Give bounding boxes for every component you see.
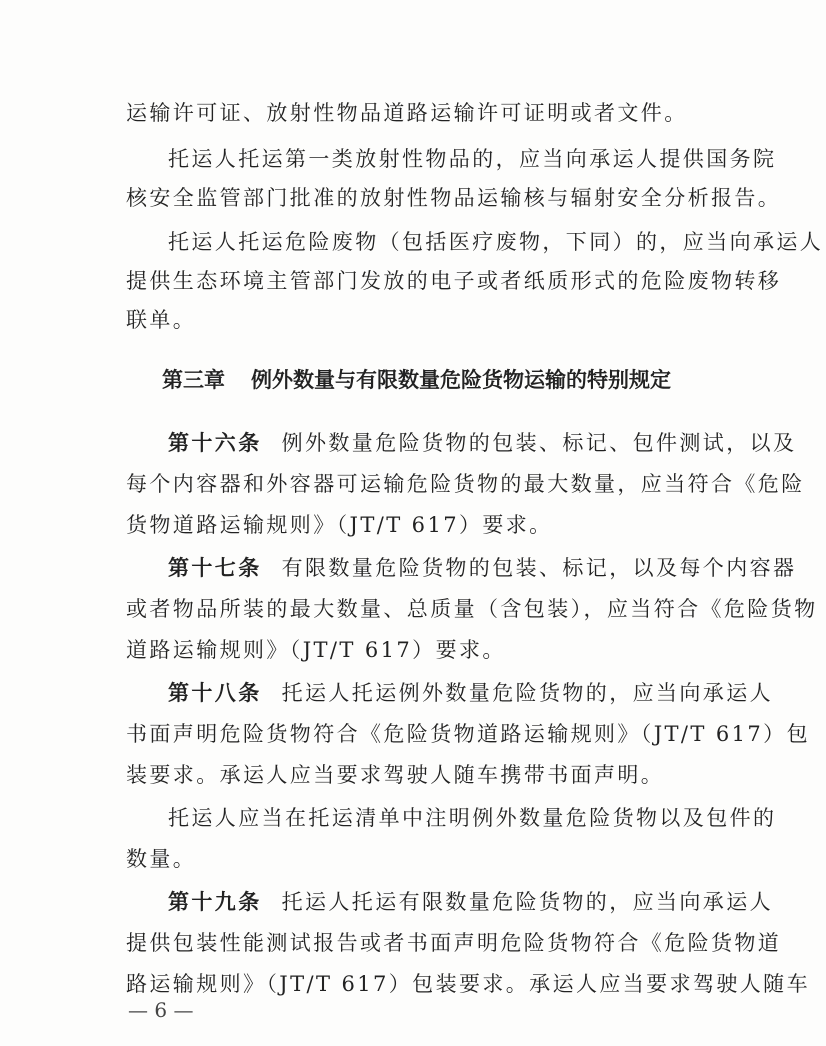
text-line: 每个内容器和外容器可运输危险货物的最大数量，应当符合《危险 [126,472,805,496]
chapter-heading [162,364,671,394]
chapter-title: 例外数量与有限数量危险货物运输的特别规定 [251,367,671,392]
article-17-first-line [168,552,796,582]
article-title: 第十六条 [168,430,262,455]
article-18-first-line [168,677,773,707]
text-line: 核安全监管部门批准的放射性物品运输核与辐射安全分析报告。 [126,186,782,210]
article-19-first-line [168,886,773,916]
chapter-number: 第三章 [162,367,225,392]
article-text: 例外数量危险货物的包装、标记、包件测试，以及 [281,431,797,455]
article-title: 第十八条 [168,680,262,705]
text-line: 托运人托运危险废物（包括医疗废物，下同）的，应当向承运人 [168,230,824,254]
text-line: 托运人托运第一类放射性物品的，应当向承运人提供国务院 [168,147,777,171]
text-line: 书面声明危险货物符合《危险货物道路运输规则》（JT/T 617）包 [126,722,810,746]
text-line: 运输许可证、放射性物品道路运输许可证明或者文件。 [126,101,688,125]
text-line: 联单。 [126,308,197,332]
text-line: 或者物品所装的最大数量、总质量（含包装），应当符合《危险货物 [126,597,818,621]
text-line: 路运输规则》（JT/T 617）包装要求。承运人应当要求驾驶人随车 [126,972,810,996]
article-text: 托运人托运有限数量危险货物的，应当向承运人 [281,890,774,914]
text-line: 道路运输规则》（JT/T 617）要求。 [126,638,506,662]
text-line: 提供包装性能测试报告或者书面声明危险货物符合《危险货物道 [126,931,782,955]
article-title: 第十九条 [168,889,262,914]
article-16-first-line [168,427,796,457]
text-line: 数量。 [126,847,197,871]
text-line: 装要求。承运人应当要求驾驶人随车携带书面声明。 [126,763,665,787]
text-line: 提供生态环境主管部门发放的电子或者纸质形式的危险废物转移 [126,269,782,293]
text-line: 货物道路运输规则》（JT/T 617）要求。 [126,513,553,537]
page-number: — 6 — [128,998,194,1022]
article-text: 有限数量危险货物的包装、标记，以及每个内容器 [281,556,797,580]
article-text: 托运人托运例外数量危险货物的，应当向承运人 [281,681,774,705]
article-title: 第十七条 [168,555,262,580]
text-line: 托运人应当在托运清单中注明例外数量危险货物以及包件的 [168,806,777,830]
